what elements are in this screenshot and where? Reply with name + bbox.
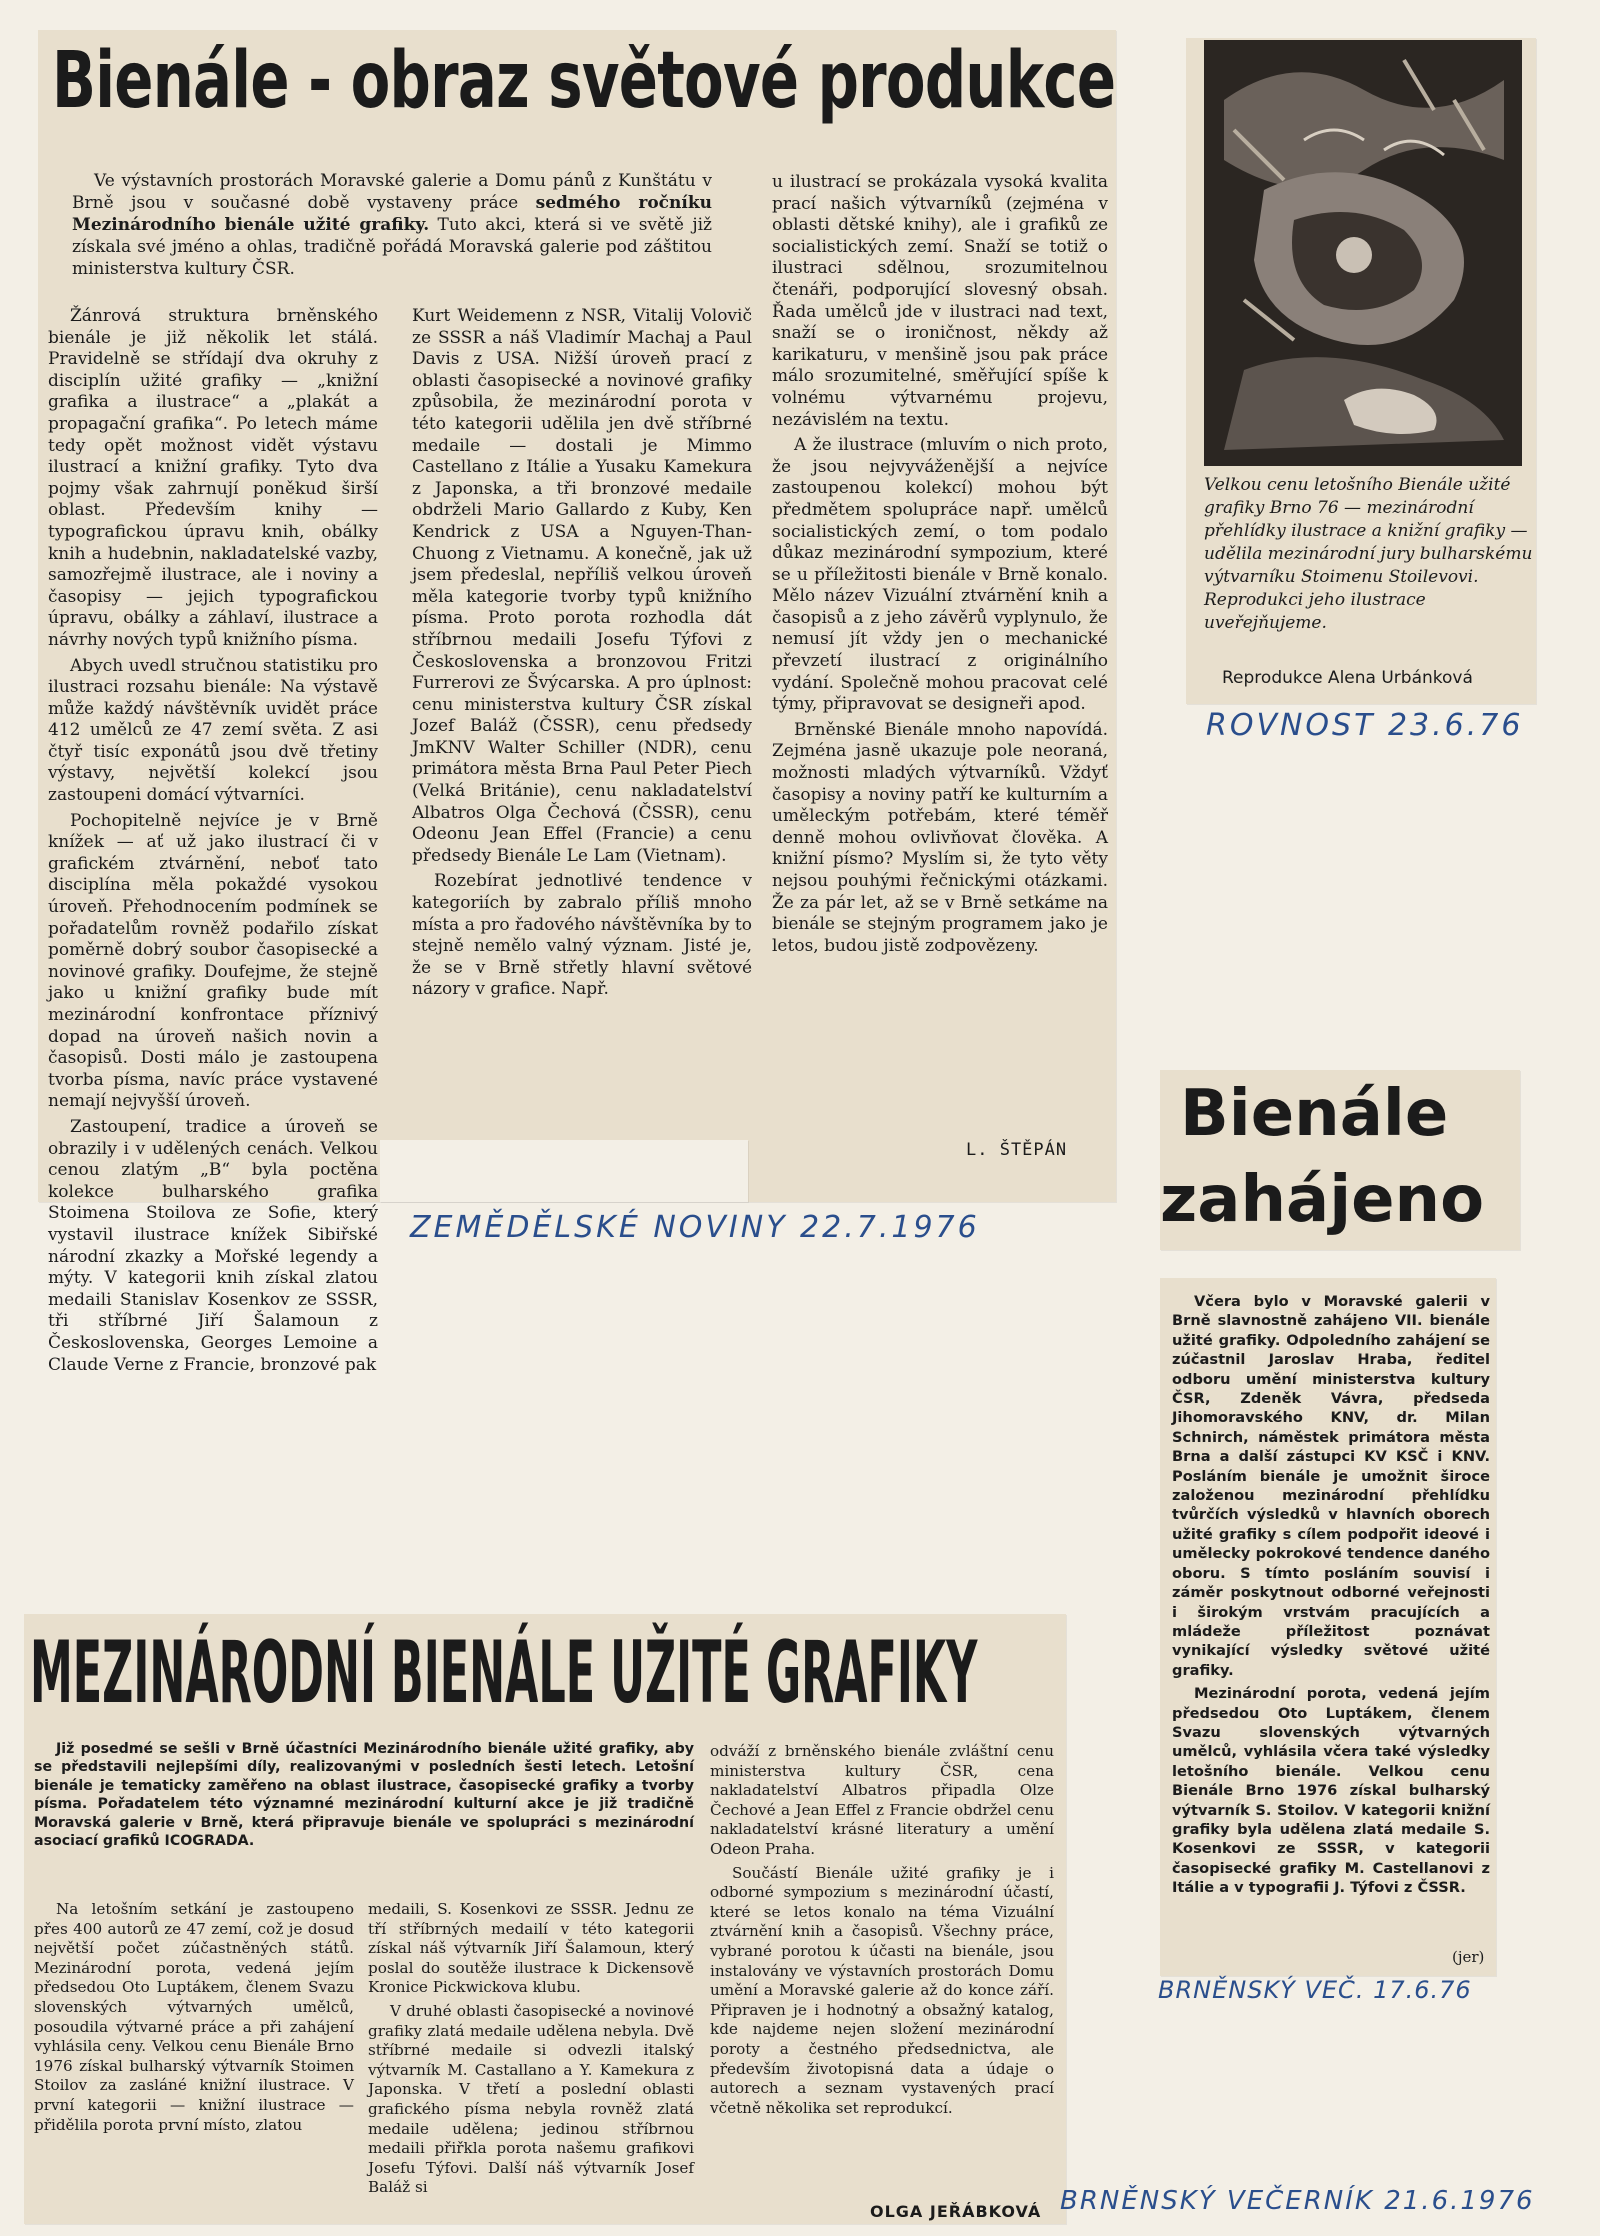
- source-note-rovnost: ROVNOST 23.6.76: [1206, 708, 1524, 743]
- paragraph: Abych uvedl stručnou statistiku pro ilustraci rozsahu bienále: Na výstavě může každý návštěvník uvidět práce 412 umělců ze 47 zemí světa. Z asi čtyř tisíc exponátů jsou dvě třetiny výstavy, největší kolekcí jsou zastoupeni domácí výtvarníci.: [48, 655, 378, 806]
- headline-obraz: Bienále - obraz světové produkce: [52, 36, 1116, 126]
- paragraph: Součástí Bienále užité grafiky je i odborné sympozium s mezinárodní účastí, které se letos konalo na téma Vizuální ztvárnění knih a časopisů. Všechny práce, vybrané porotou k účasti na bienále, jsou instalovány ve výstavních prostorách Domu umění a Moravské galerie až do konce září. Připraven je i hodnotný a obsažný katalog, kde najdeme nejen složení mezinárodní poroty a čestného předsednictva, ale především životopisná data a údaje o autorech a seznam vystavených prací včetně několika set reprodukcí.: [710, 1863, 1054, 2117]
- intro-text-bold: sedmého ročníku Mezinárodního bienále užité grafiky.: [72, 193, 712, 235]
- source-note-zemedelske-noviny: ZEMĚDĚLSKÉ NOVINY 22.7.1976: [410, 1210, 980, 1245]
- paragraph: Pochopitelně nejvíce je v Brně knížek — ať už jako ilustrací či v grafickém ztvárnění, neboť tato disciplína měla pokaždé vysokou úroveň. Přehodnocením podmínek se pořadatelům rovněž podařilo získat poměrně dobrý soubor časopisecké a novinové grafiky. Doufejme, že stejně jako u knižní grafiky bude mít mezinárodní konfrontace příznivý dopad na úroveň našich novin a časopisů. Dosti málo je zastoupena tvorba písma, navíc práce vystavené nemají nejvyšší úroveň.: [48, 810, 378, 1112]
- intro-text-b: Tuto akci, která si ve světě již získala své jméno a ohlas, tradičně pořádá Moravská galerie pod záštitou ministerstva kultury ČSR.: [72, 215, 712, 279]
- article3-column-3: [710, 1742, 1054, 2122]
- paragraph: Zastoupení, tradice a úroveň se obrazily i v udělených cenách. Velkou cenou zlatým „B“ byla poctěna kolekce bulharského grafika Stoimena Stoilova ze Sofie, který vystavil ilustrace knížek Sibiřské národní zkazky a Mořské legendy a mýty. V kategorii knih získal zlatou medaili Stanislav Kosenkov ze SSSR, tři stříbrné Jiří Šalamoun z Československa, Georges Lemoine a Claude Verne z Francie, bronzové pak: [48, 1116, 378, 1375]
- illustration-credit: Reprodukce Alena Urbánková: [1222, 668, 1473, 688]
- paragraph: Na letošním setkání je zastoupeno přes 400 autorů ze 47 zemí, což je dosud největší počet zúčastněných států. Mezinárodní porota, vedená jejím předsedou Oto Luptákem, členem Svazu slovenských výtvarných umělců, posoudila výtvarné práce a při zahájení vyhlásila ceny. Velkou cenu Bienále Brno 1976 získal bulharský výtvarník Stoimen Stoilov za zasláné knižní ilustrace. V první kategorii — knižní ilustrace — přidělila porota první místo, zlatou: [34, 1900, 354, 2134]
- paragraph: A že ilustrace (mluvím o nich proto, že jsou nejvyváženější a nejvíce zastoupenou kolekcí) mohou být předmětem spolupráce např. umělců socialistických zemí, o tom podalo důkaz mezinárodní sympozium, které se u příležitosti bienále v Brně konalo. Mělo název Vizuální ztvárnění knih a časopisů a z jeho závěrů vyplynulo, že nemusí jít vždy jen o mechanické převzetí ilustrací z originálního vydání. Společně mohou pracovat celé týmy, připravovat se designeři apod.: [772, 435, 1108, 715]
- paragraph: medaili, S. Kosenkovi ze SSSR. Jednu ze tří stříbrných medailí v této kategorii získal náš výtvarník Jiří Šalamoun, který poslal do soutěže ilustrace k Dickensově Kronice Pickwickova klubu.: [368, 1900, 694, 1997]
- paragraph: V druhé oblasti časopisecké a novinové grafiky zlatá medaile udělena nebyla. Dvě stříbrné medaile si odvezli italský výtvarník M. Castallano a Y. Kamekura z Japonska. V třetí a poslední oblasti grafického písma nebyla rovněž zlatá medaile udělena; jedinou stříbrnou medaili přiřkla porota našemu grafikovi Josefu Týfovi. Další náš výtvarník Josef Baláž si: [368, 2001, 694, 2197]
- article3-intro: Již posedmé se sešli v Brně účastníci Mezinárodního bienále užité grafiky, aby se představili nejlepšími díly, realizovanými v posledních šesti letech. Letošní bienále je tematicky zaměřeno na oblast ilustrace, časopisecké grafiky a tvorby písma. Pořadatelem této významné mezinárodní kulturní akce je již tradičně Moravská galerie v Brně, která připravuje bienále ve spolupráci s mezinárodní asociací grafiků ICOGRADA.: [34, 1741, 694, 1850]
- intro-text-a: Ve výstavních prostorách Moravské galerie a Domu pánů z Kunštátu v Brně jsou v současné době vystaveny práce: [72, 171, 712, 213]
- illustration-caption: Velkou cenu letošního Bienále užité grafiky Brno 76 — mezinárodní přehlídky ilustrace a knižní grafiky — udělila mezinárodní jury bulharskému výtvarníku Stoimenu Stoilevovi. Reprodukci jeho ilustrace uveřejňujeme.: [1204, 475, 1533, 633]
- headline-mezinarodni-bienale: MEZINÁRODNÍ BIENÁLE UŽITÉ GRAFIKY: [30, 1623, 978, 1723]
- article2-signature: (jer): [1452, 1948, 1485, 1966]
- source-note-brnensky-vec: BRNĚNSKÝ VEČ. 17.6.76: [1158, 1976, 1472, 2004]
- article3-column-1: [34, 1900, 354, 2139]
- article2-body: [1172, 1292, 1490, 1902]
- source-note-brnensky-vecernik: BRNĚNSKÝ VEČERNÍK 21.6.1976: [1060, 2186, 1535, 2216]
- article1-author: L. ŠTĚPÁN: [966, 1140, 1068, 1160]
- article1-intro: [72, 170, 712, 280]
- paragraph: Kurt Weidemenn z NSR, Vitalij Volovič ze SSSR a náš Vladimír Machaj a Paul Davis z USA. Nižší úroveň prací z oblasti časopisecké a novinové grafiky způsobila, že mezinárodní porota v této kategorii udělila jen dvě stříbrné medaile — dostali je Mimmo Castellano z Itálie a Yusaku Kamekura z Japonska, a tři bronzové medaile obdrželi Mario Gallardo z Kuby, Ken Kendrick z USA a Nguyen-Than-Chuong z Vietnamu. A konečně, jak už jsem předeslal, nepříliš velkou úroveň měla kategorie tvorby typů knižního písma. Proto porota rozhodla dát stříbrnou medaili Josefu Týfovi z Československa a bronzovou Fritzi Furrerovi ze Švýcarska. A pro úplnost: cenu ministerstva kultury ČSR získal Jozef Baláž (ČSSR), cenu předsedy JmKNV Walter Schiller (NDR), cenu primátora města Brna Paul Peter Piech (Velká Británie), cenu nakladatelství Albatros Olga Čechová (ČSSR), cenu Odeonu Jean Effel (Francie) a cenu předsedy Bienále Le Lam (Vietnam).: [412, 306, 752, 866]
- paragraph: u ilustrací se prokázala vysoká kvalita prací našich výtvarníků (zejména v oblasti dětské knihy), ale i grafiků ze socialistických zemí. Snaží se totiž o ilustraci sdělnou, srozumitelnou čtenáři, podporující slovesný obsah. Řada umělců jde v ilustraci nad text, snaží se o ironičnost, někdy až karikaturu, v menšině jsou pak práce málo srozumitelné, směřující spíše k volnému výtvarnému projevu, nezávislém na textu.: [772, 172, 1108, 430]
- paragraph: odváží z brněnského bienále zvláštní cenu ministerstva kultury ČSR, cena nakladatelství Albatros připadla Olze Čechové a Jean Effel z Francie obdržel cenu nakladatelství krásné literatury a umění Odeon Praha.: [710, 1742, 1054, 1858]
- article3-author: OLGA JEŘÁBKOVÁ: [870, 2202, 1042, 2221]
- paragraph: Žánrová struktura brněnského bienále je již několik let stálá. Pravidelně se střídají dva okruhy z disciplín užité grafiky — „knižní grafika a ilustrace“ a „plakát a propagační grafika“. Po letech máme tedy opět možnost vidět výstavu ilustrací a knižní grafiky. Tyto dva pojmy však zahrnují poněkud širší oblast. Především knihy — typografickou úpravu knih, obálky knih a hudebnin, nakladatelské vazby, samozřejmě ilustrace, ale i noviny a časopisy — jejich typografickou úpravu, obálky a záhlaví, ilustrace a návrhy nových typů knižního písma.: [48, 306, 378, 650]
- headline-bienale: Bienále: [1180, 1077, 1449, 1151]
- article3-column-2: [368, 1900, 694, 2202]
- paragraph: Včera bylo v Moravské galerii v Brně slavnostně zahájeno VII. bienále užité grafiky. Odpoledního zahájení se zúčastnil Jaroslav Hraba, ředitel odboru umění ministerstva kultury ČSR, Zdeněk Vávra, předseda Jihomoravského KNV, dr. Milan Schnirch, náměstek primátora města Brna a další zástupci KV KSČ i KNV. Posláním bienále je umožnit široce založenou mezinárodní přehlídku tvůrčích výsledků v hlavních oborech užité grafiky s cílem podpořit ideové i umělecky pokrokové tendence daného oboru. S tímto posláním souvisí i záměr poskytnout odborné veřejnosti i širokým vrstvám pracujících a mládeže příležitost poznávat vynikající výsledky světové užité grafiky.: [1172, 1293, 1490, 1679]
- article1-column-1: [48, 306, 378, 1380]
- paragraph: Rozebírat jednotlivé tendence v kategoriích by zabralo příliš mnoho místa a pro řadového návštěvníka by to stejně nemělo valný význam. Jisté je, že se v Brně střetly hlavní světové názory v grafice. Např.: [412, 871, 752, 1000]
- clipping-continuation-strip: [380, 1140, 748, 1202]
- article1-column-3: [772, 172, 1108, 961]
- headline-zahajeno: zahájeno: [1160, 1163, 1485, 1237]
- paragraph: Brněnské Bienále mnoho napovídá. Zejména jasně ukazuje pole neoraná, možnosti mladých výtvarníků. Vždyť časopisy a noviny patří ke kulturním a uměleckým potřebám, které téměř denně mohou ovlivňovat člověka. A knižní písmo? Myslím si, že tyto věty nejsou pouhými řečnickými otázkami. Že za pár let, až se v Brně setkáme na bienále se stejným programem jako je letos, budou jistě zodpovězeny.: [772, 719, 1108, 956]
- article1-column-2: [412, 306, 752, 1005]
- illustration-drawing-icon: [1204, 40, 1522, 466]
- paragraph: Mezinárodní porota, vedená jejím předsedou Oto Luptákem, členem Svazu slovenských výtvarných umělců, vyhlásila včera také výsledky letošního bienále. Velkou cenu Bienále Brno 1976 získal bulharský výtvarník S. Stoilov. V kategorii knižní grafiky byla udělena zlatá medaile S. Kosenkovi ze SSSR, v kategorii časopisecké grafiky M. Castellanovi z Itálie a v typografii J. Týfovi z ČSSR.: [1172, 1685, 1490, 1897]
- illustration-stoilov: [1204, 40, 1522, 466]
